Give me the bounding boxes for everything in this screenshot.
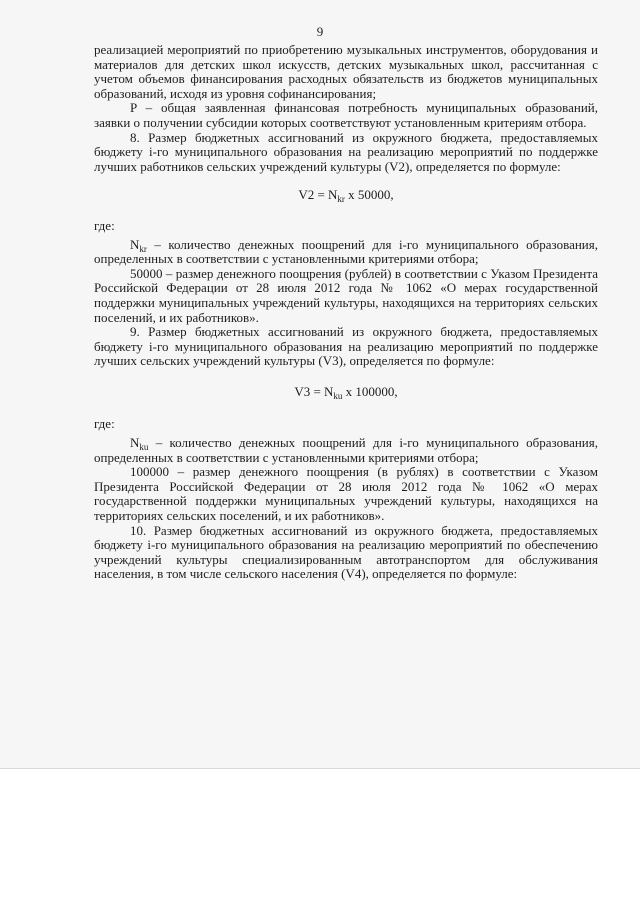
paragraph-nkr-definition bbox=[94, 238, 598, 267]
paragraph-continuation: реализацией мероприятий по приобретению музыкальных инструментов, оборудования и материалов для детских школ искусств, детских музыкальных школ, рассчитанная с учетом объемов финансирования расходных обязательств из бюджетов муниципальных образований, исходя из уровня софинансирования; bbox=[94, 42, 598, 101]
nku-text: – количество денежных поощрений для i-го муниципального образования, определенных в соответствии с установленными критериями отбора; bbox=[94, 435, 598, 465]
nkr-text: – количество денежных поощрений для i-го муниципального образования, определенных в соответствии с установленными критериями отбора; bbox=[94, 236, 598, 267]
where-label-1: где: bbox=[94, 217, 115, 233]
paragraph-item-10: 10. Размер бюджетных ассигнований из окружного бюджета, предоставляемых бюджету i-го муниципального образования на реализацию мероприятий по обеспечению учреждений культуры специализированным автотранспортом для обслуживания населения, в том числе сельского населения (V4), определяется по формуле: bbox=[94, 522, 598, 582]
formula-v2 bbox=[94, 188, 598, 203]
formula-v3 bbox=[94, 385, 598, 400]
formula-v2-left: V2 = N bbox=[298, 187, 338, 203]
page-number: 9 bbox=[316, 24, 324, 39]
paragraph-item-9: 9. Размер бюджетных ассигнований из окружного бюджета, предоставляемых бюджету i-го муниципального образования на реализацию мероприятий по поддержке лучших сельских учреждений культуры (V3), определяется по формуле: bbox=[94, 324, 598, 369]
where-label-2: где: bbox=[94, 416, 115, 432]
formula-v3-subscript: ku bbox=[333, 390, 343, 401]
formula-v2-right: х 50000, bbox=[344, 187, 394, 203]
paragraph-nku-definition bbox=[94, 436, 598, 465]
formula-v3-left: V3 = N bbox=[294, 383, 334, 399]
formula-v3-right: х 100000, bbox=[342, 383, 398, 399]
nkr-symbol: N bbox=[130, 236, 140, 252]
paragraph-p-definition: P – общая заявленная финансовая потребность муниципальных образований, заявки о получении субсидии которых соответствуют установленным критериям отбора. bbox=[94, 100, 598, 130]
paragraph-100000-definition: 100000 – размер денежного поощрения (в рублях) в соответствии с Указом Президента Российской Федерации от 28 июля 2012 года № 1062 «О мерах государственной поддержки муниципальных учреждений культуры, находящихся на территориях сельских поселений, и их работников». bbox=[94, 464, 598, 524]
paragraph-50000-definition: 50000 – размер денежного поощрения (рублей) в соответствии с Указом Президента Российской Федерации от 28 июля 2012 года № 1062 «О мерах государственной поддержки муниципальных учреждений культуры, находящихся на территориях сельских поселений, и их работников». bbox=[94, 265, 598, 325]
formula-v2-subscript: kr bbox=[337, 194, 345, 205]
nku-symbol: N bbox=[130, 435, 140, 451]
paragraph-item-8: 8. Размер бюджетных ассигнований из окружного бюджета, предоставляемых бюджету i-го муниципального образования на реализацию мероприятий по поддержке лучших работников сельских учреждений культуры (V2), определяется по формуле: bbox=[94, 129, 598, 174]
nku-subscript: ku bbox=[139, 442, 149, 453]
nkr-subscript: kr bbox=[139, 243, 147, 254]
document-body bbox=[94, 43, 598, 582]
